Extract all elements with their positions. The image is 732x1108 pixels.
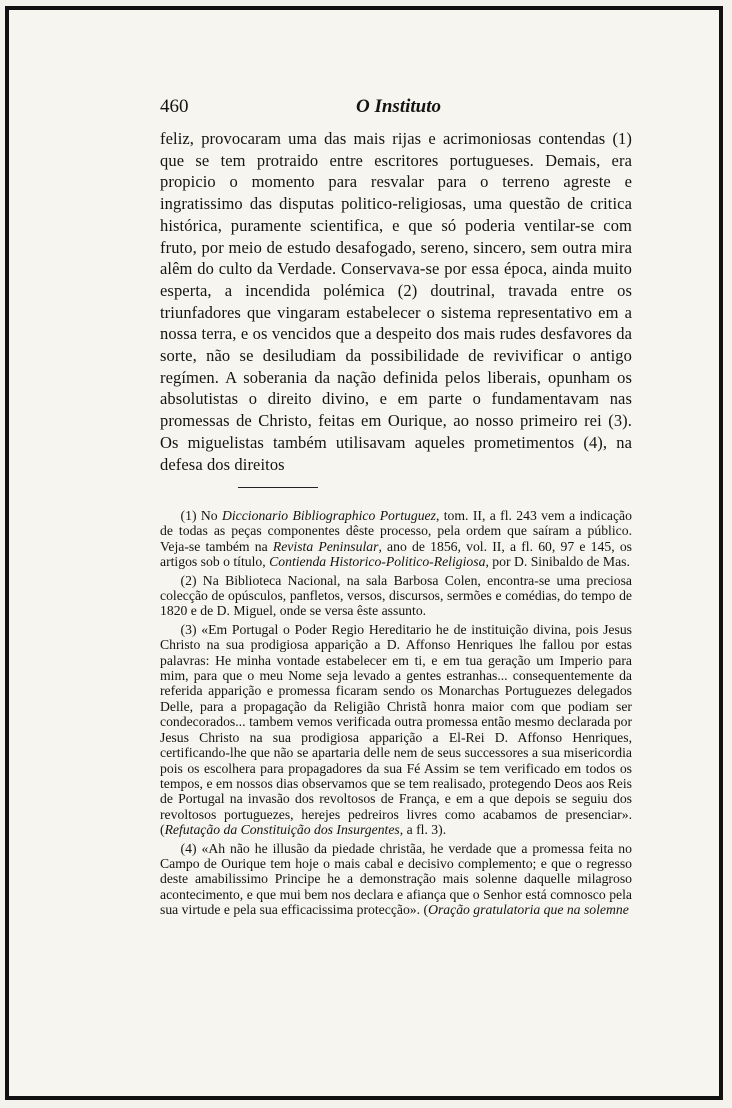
main-text (160, 128, 632, 475)
main-paragraph: feliz, provocaram uma das mais rijas e acrimoniosas contendas (1) que se tem protraido entre escritores portugueses. Demais, era propicio o momento para resvalar para o terreno agreste e ingratissimo das disputas politico-religiosas, uma questão de critica histórica, puramente scientifica, e que só poderia ventilar-se com fruto, por meio de estudo desafogado, sereno, sincero, sem outra mira alêm do culto da Verdade. Conservava-se por essa época, ainda muito esperta, a incendida polémica (2) doutrinal, travada entre os triunfadores que vingaram estabelecer o sistema representativo em a nossa terra, e os vencidos que a despeito dos mais rudes desfavores da sorte, não se desiludiam da possibilidade de revivificar o antigo regímen. A soberania da nação definida pelos liberais, opunham os absolutistas o direito divino, e em parte o fundamentavam nas promessas de Christo, feitas em Ourique, ao nosso primeiro rei (3). Os miguelistas também utilisavam aqueles prometimentos (4), na defesa dos direitos (160, 129, 632, 474)
footnote-separator (238, 487, 318, 488)
page-number: 460 (160, 96, 189, 117)
footnote-3: (3) «Em Portugal o Poder Regio Hereditario he de instituição divina, pois Jesus Christo na sua prodigiosa apparição a D. Affonso Henriques lhe fallou por estas palavras: He minha vontade estabelecer em ti, e em tua geração um Imperio para mim, para que o meu Nome seja levado a gentes estranhas... consequentemente da referida apparição e promessa ficaram sendo os Monarchas Portuguezes delegados Delle, para a propagação da Religião Christã honra maior com que podiam ser condecorados... tambem vemos verificada outra promessa então mesmo declarada por Jesus Christo na sua prodigiosa apparição a El-Rei D. Affonso Henriques, certificando-lhe que não se apartaria delle nem de seus successores a sua misericordia pois os escolhera para propagadores da sua Fé Assim se tem verificado em todos os tempos, e em nossos dias observamos que se tem realisado, protegendo Deos aos Reis de Portugal na invasão dos revoltosos de França, e em a que depois se seguiu dos revoltosos portuguezes, herejes pedreiros livres como acabamos de presenciar». (Refutação da Constituição dos Insurgentes, a fl. 3). (160, 621, 632, 838)
footnote-2: (2) Na Biblioteca Nacional, na sala Barbosa Colen, encontra-se uma preciosa colecção de opúsculos, panfletos, versos, discursos, sermões e comédias, do tempo de 1820 e de D. Miguel, onde se versa êste assunto. (160, 572, 632, 619)
running-title: O Instituto (356, 96, 442, 117)
footnote-4: (4) «Ah não he illusão da piedade christãa, he verdade que a promessa feita no Campo de Ourique tem hoje o mais cabal e decisivo complemento; e que o regresso deste amabilissimo Principe he a demonstração mais solenne daquelle milagroso acontecimento, e que mui bem nos declara e afiança que o Senhor está comnosco pela sua virtude e pela sua efficacissima protecção». (Oração gratulatoria que na solemne (160, 840, 632, 918)
page-header (160, 96, 632, 120)
footnote-1: (1) No Diccionario Bibliographico Portuguez, tom. II, a fl. 243 vem a indicação de todas as peças componentes dêste processo, pela ordem que saíram a público. Veja-se também na Revista Peninsular, ano de 1856, vol. II, a fl. 60, 97 e 145, os artigos sob o título, Contienda Historico-Politico-Religiosa, por D. Sinibaldo de Mas. (160, 508, 632, 570)
footnotes (160, 508, 632, 918)
